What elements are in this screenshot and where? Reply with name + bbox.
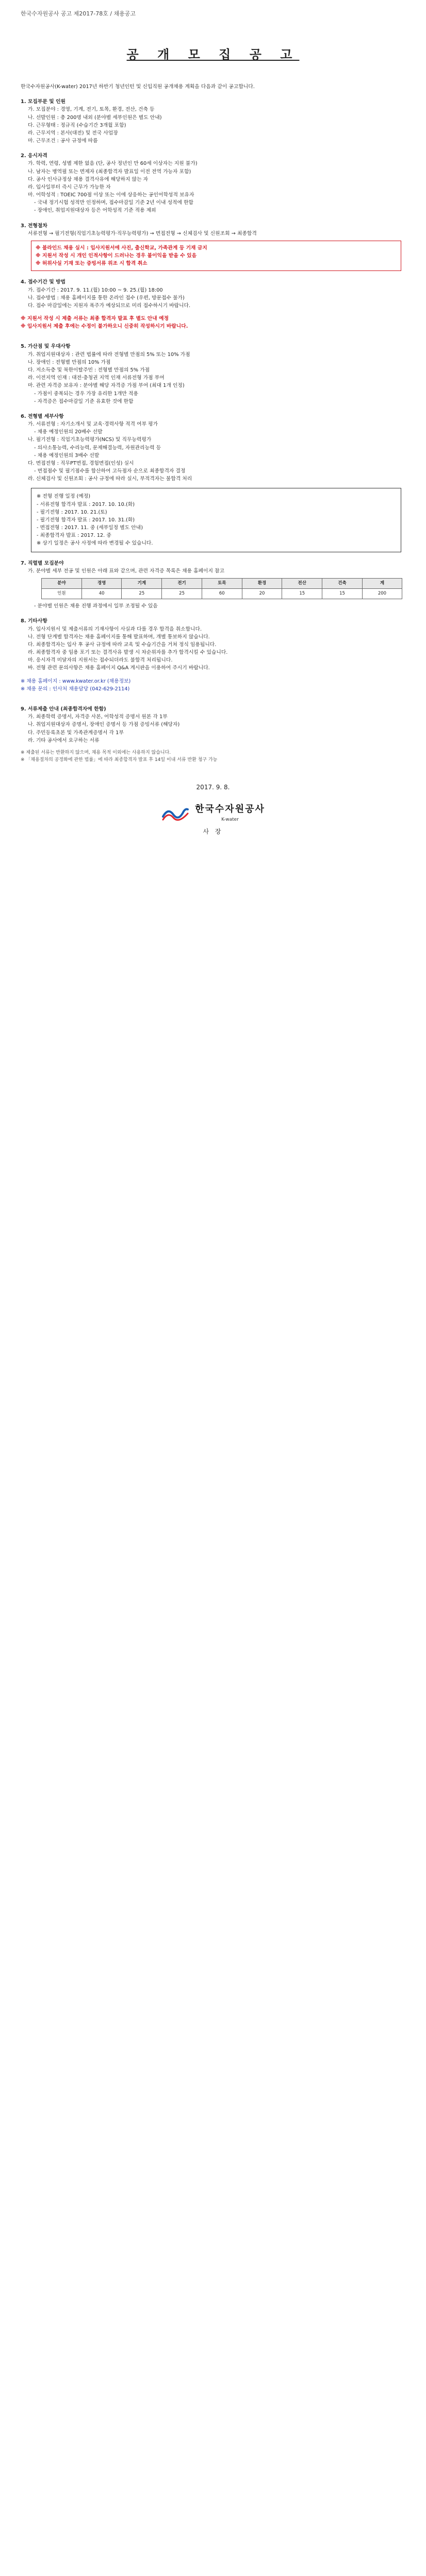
text-line: 다. 면접전형 : 직무PT면접, 경험면접(인성) 실시 <box>28 460 134 466</box>
text-line: 라. 기타 공사에서 요구하는 서류 <box>28 737 100 743</box>
organization-name: 한국수자원공사 <box>195 804 265 815</box>
box-text-line: ※ 허위사실 기재 또는 증빙서류 위조 시 합격 취소 <box>36 261 148 267</box>
text-line: 마. 근무조건 : 공사 규정에 따름 <box>28 138 98 144</box>
table-cell: 15 <box>322 589 363 599</box>
table-row <box>42 589 402 599</box>
table-header-row <box>42 578 402 588</box>
text-line: 마. 관련 자격증 보유자 : 분야별 해당 자격증 가점 부여 (최대 1개 인정) <box>28 383 185 389</box>
text-line: - 면접점수 및 필기점수를 합산하여 고득점자 순으로 최종합격자 결정 <box>34 468 186 474</box>
box-text-line: - 최종합격자 발표 : 2017. 12. 중 <box>37 533 111 539</box>
text-line: 다. 저소득층 및 북한이탈주민 : 전형별 만점의 5% 가점 <box>28 367 150 373</box>
table-header-cell: 환경 <box>242 578 282 588</box>
text-line: 가. 서류전형 : 자기소개서 및 교육·경력사항 적격 여부 평가 <box>28 421 158 428</box>
text-line: - 자격증은 접수마감일 기준 유효한 것에 한함 <box>34 398 134 404</box>
text-line: 라. 입사일부터 즉시 근무가 가능한 자 <box>28 184 111 190</box>
box-text-line: ※ 전형 진행 일정 (예정) <box>37 494 91 500</box>
text-line: 나. 전형 단계별 합격자는 채용 홈페이지를 통해 발표하며, 개별 통보하지 않습니다. <box>28 634 210 640</box>
table-cell: 25 <box>162 589 202 599</box>
schedule-notice-box <box>31 488 401 552</box>
text-line: 가. 입사지원서 및 제출서류의 기재사항이 사실과 다를 경우 합격을 취소합니다. <box>28 626 202 632</box>
text-line <box>21 744 405 750</box>
text-line: 라. 근무지역 : 본사(대전) 및 전국 사업장 <box>28 130 118 136</box>
box-text-line: - 면접전형 : 2017. 11. 중 (세부일정 별도 안내) <box>37 525 143 531</box>
text-line: 다. 근무형태 : 정규직 (수습기간 3개월 포함) <box>28 122 126 128</box>
text-line <box>21 672 405 677</box>
organization-subname: K-water <box>221 817 239 823</box>
box-text-line: - 서류전형 합격자 발표 : 2017. 10. 10.(화) <box>37 501 135 507</box>
text-line: 나. 장애인 : 전형별 만점의 10% 가점 <box>28 359 111 365</box>
text-line: 나. 필기전형 : 직업기초능력평가(NCS) 및 직무능력평가 <box>28 437 152 443</box>
table-header-cell: 건축 <box>322 578 363 588</box>
header-note: 한국수자원공사 공고 제2017-78호 / 채용공고 <box>21 10 136 17</box>
table-body <box>42 589 402 599</box>
kwater-logo-icon <box>161 804 190 822</box>
table-header-cell: 계 <box>362 578 402 588</box>
table-header-cell: 전산 <box>282 578 322 588</box>
box-text-line: ※ 블라인드 채용 실시 : 입사지원서에 사진, 출신학교, 가족관계 등 기재 금지 <box>36 245 207 251</box>
table-cell: 25 <box>122 589 162 599</box>
text-line: 나. 남자는 병역필 또는 면제자 (최종합격자 발표일 이전 전역 가능자 포함) <box>28 168 191 175</box>
text-line: 나. 취업지원대상자 증명서, 장애인 증명서 등 가점 증빙서류 (해당자) <box>28 722 180 728</box>
table-cell: 200 <box>362 589 402 599</box>
section-heading: 4. 접수기간 및 방법 <box>21 279 66 285</box>
box-text-line: - 필기전형 : 2017. 10. 21.(토) <box>37 509 107 515</box>
section-group-3 <box>21 560 405 575</box>
text-line: - 가점이 중복되는 경우 가장 유리한 1개만 적용 <box>34 391 138 397</box>
warning-box <box>31 241 401 272</box>
text-line: - 채용 예정인원의 20배수 선발 <box>34 429 103 435</box>
section-heading: 5. 가산점 및 우대사항 <box>21 344 71 350</box>
text-line: 다. 접수 마감일에는 지원자 폭주가 예상되므로 미리 접수하시기 바랍니다. <box>28 302 191 309</box>
notice-date: 2017. 9. 8. <box>196 783 230 791</box>
text-line: ※ 「채용절차의 공정화에 관한 법률」에 따라 최종합격자 발표 후 14일 이내 서류 반환 청구 가능 <box>21 757 218 762</box>
section-heading: 7. 직렬별 모집분야 <box>21 560 64 566</box>
president-signature: 사 장 <box>203 828 223 836</box>
text-line: 라. 이전지역 인재 : 대전·충청권 지역 인재 서류전형 가점 부여 <box>28 375 165 381</box>
text-line: 마. 응시자격 미달자의 지원서는 접수되더라도 불합격 처리됩니다. <box>28 657 173 664</box>
box-text-line: ※ 상기 일정은 공사 사정에 따라 변경될 수 있습니다. <box>37 540 153 547</box>
text-line: ※ 입사지원서 제출 후에는 수정이 불가하오니 신중히 작성하시기 바랍니다. <box>21 324 188 330</box>
section-heading: 3. 전형절차 <box>21 223 47 229</box>
text-line: 가. 접수기간 : 2017. 9. 11.(월) 10:00 ~ 9. 25.(월) 18:00 <box>28 287 163 293</box>
table-cell: 20 <box>242 589 282 599</box>
text-line: 가. 취업지원대상자 : 관련 법률에 따라 전형별 만점의 5% 또는 10% 가점 <box>28 351 190 358</box>
section-group-1 <box>21 83 405 238</box>
text-line: 가. 학력, 연령, 성별 제한 없음 (단, 공사 정년인 만 60세 이상자는 지원 불가) <box>28 161 198 167</box>
section-group-2 <box>21 278 405 483</box>
section-heading: 9. 서류제출 안내 (최종합격자에 한함) <box>21 706 106 712</box>
text-line: 바. 전형 관련 문의사항은 채용 홈페이지 Q&A 게시판을 이용하여 주시기 바랍니다. <box>28 665 210 671</box>
text-line: 가. 분야별 세부 전공 및 인원은 아래 표와 같으며, 관련 자격증 목록은 채용 홈페이지 참고 <box>28 568 225 574</box>
section-heading: 2. 응시자격 <box>21 153 47 159</box>
text-line: 나. 접수방법 : 채용 홈페이지를 통한 온라인 접수 (우편, 방문접수 불가) <box>28 295 185 301</box>
text-line: ※ 채용 홈페이지 : www.kwater.or.kr (채용정보) <box>21 678 131 684</box>
text-line: ※ 지원서 작성 시 제출 서류는 최종 합격자 발표 후 별도 안내 예정 <box>21 316 169 322</box>
text-line: 서류전형 → 필기전형(직업기초능력평가·직무능력평가) → 면접전형 → 신체검사 및 신원조회 → 최종합격 <box>28 230 257 236</box>
organization-logo <box>21 802 405 824</box>
document-title: 공 개 모 집 공 고 <box>126 47 300 62</box>
text-line: - 채용 예정인원의 3배수 선발 <box>34 452 100 459</box>
text-line: - 국내 정기시험 성적만 인정하며, 접수마감일 기준 2년 이내 성적에 한함 <box>34 200 194 206</box>
text-line: 다. 최종합격자는 입사 후 공사 규정에 따라 교육 및 수습기간을 거쳐 정식 임용됩니다. <box>28 641 217 648</box>
table-cell: 15 <box>282 589 322 599</box>
text-line: 가. 모집분야 : 경영, 기계, 전기, 토목, 환경, 전산, 건축 등 <box>28 107 155 113</box>
table-header-cell: 전기 <box>162 578 202 588</box>
text-line: 다. 공사 인사규정상 채용 결격사유에 해당하지 않는 자 <box>28 176 149 182</box>
text-line: - 의사소통능력, 수리능력, 문제해결능력, 자원관리능력 등 <box>34 445 161 451</box>
text-line <box>21 310 405 315</box>
section-heading: 8. 기타사항 <box>21 618 47 624</box>
text-line: 나. 선발인원 : 총 200명 내외 (분야별 세부인원은 별도 안내) <box>28 114 162 121</box>
section-group-4 <box>21 602 405 764</box>
table-cell: 인원 <box>42 589 82 599</box>
text-line <box>21 330 405 335</box>
text-line: 마. 어학성적 : TOEIC 700점 이상 또는 이에 상응하는 공인어학성적 보유자 <box>28 192 194 198</box>
text-line: 다. 주민등록초본 및 가족관계증명서 각 1부 <box>28 730 124 736</box>
table-cell: 40 <box>81 589 122 599</box>
text-line: 라. 최종합격자 중 임용 포기 또는 결격사유 발생 시 차순위자를 추가 합격시킬 수 있습니다. <box>28 650 228 656</box>
table-header-cell: 분야 <box>42 578 82 588</box>
text-line: 라. 신체검사 및 신원조회 : 공사 규정에 따라 실시, 부적격자는 불합격 처리 <box>28 476 192 482</box>
text-line: - 장애인, 취업지원대상자 등은 어학성적 기준 적용 제외 <box>34 208 156 214</box>
table-cell: 60 <box>202 589 242 599</box>
section-heading: 6. 전형별 세부사항 <box>21 413 64 419</box>
section-heading: 1. 모집부문 및 인원 <box>21 99 66 105</box>
text-line: ※ 채용 문의 : 인사처 채용담당 (042-629-2114) <box>21 686 130 692</box>
table-header-cell: 토목 <box>202 578 242 588</box>
table-header-cell: 경영 <box>81 578 122 588</box>
recruitment-table <box>41 578 402 599</box>
document-body <box>0 83 426 837</box>
text-line <box>21 693 405 698</box>
text-line: ※ 제출된 서류는 반환하지 않으며, 채용 목적 이외에는 사용하지 않습니다. <box>21 750 171 755</box>
text-line: 가. 최종학력 증명서, 자격증 사본, 어학성적 증명서 원본 각 1부 <box>28 714 168 720</box>
box-text-line: ※ 지원서 작성 시 개인 인적사항이 드러나는 경우 불이익을 받을 수 있음 <box>36 253 197 259</box>
text-line: - 분야별 인원은 채용 진행 과정에서 일부 조정될 수 있음 <box>34 603 158 609</box>
table-header-cell: 기계 <box>122 578 162 588</box>
box-text-line: - 필기전형 합격자 발표 : 2017. 10. 31.(화) <box>37 517 135 523</box>
text-line: 한국수자원공사(K-water) 2017년 하반기 청년인턴 및 신입직원 공개채용 계획을 다음과 같이 공고합니다. <box>21 84 255 90</box>
